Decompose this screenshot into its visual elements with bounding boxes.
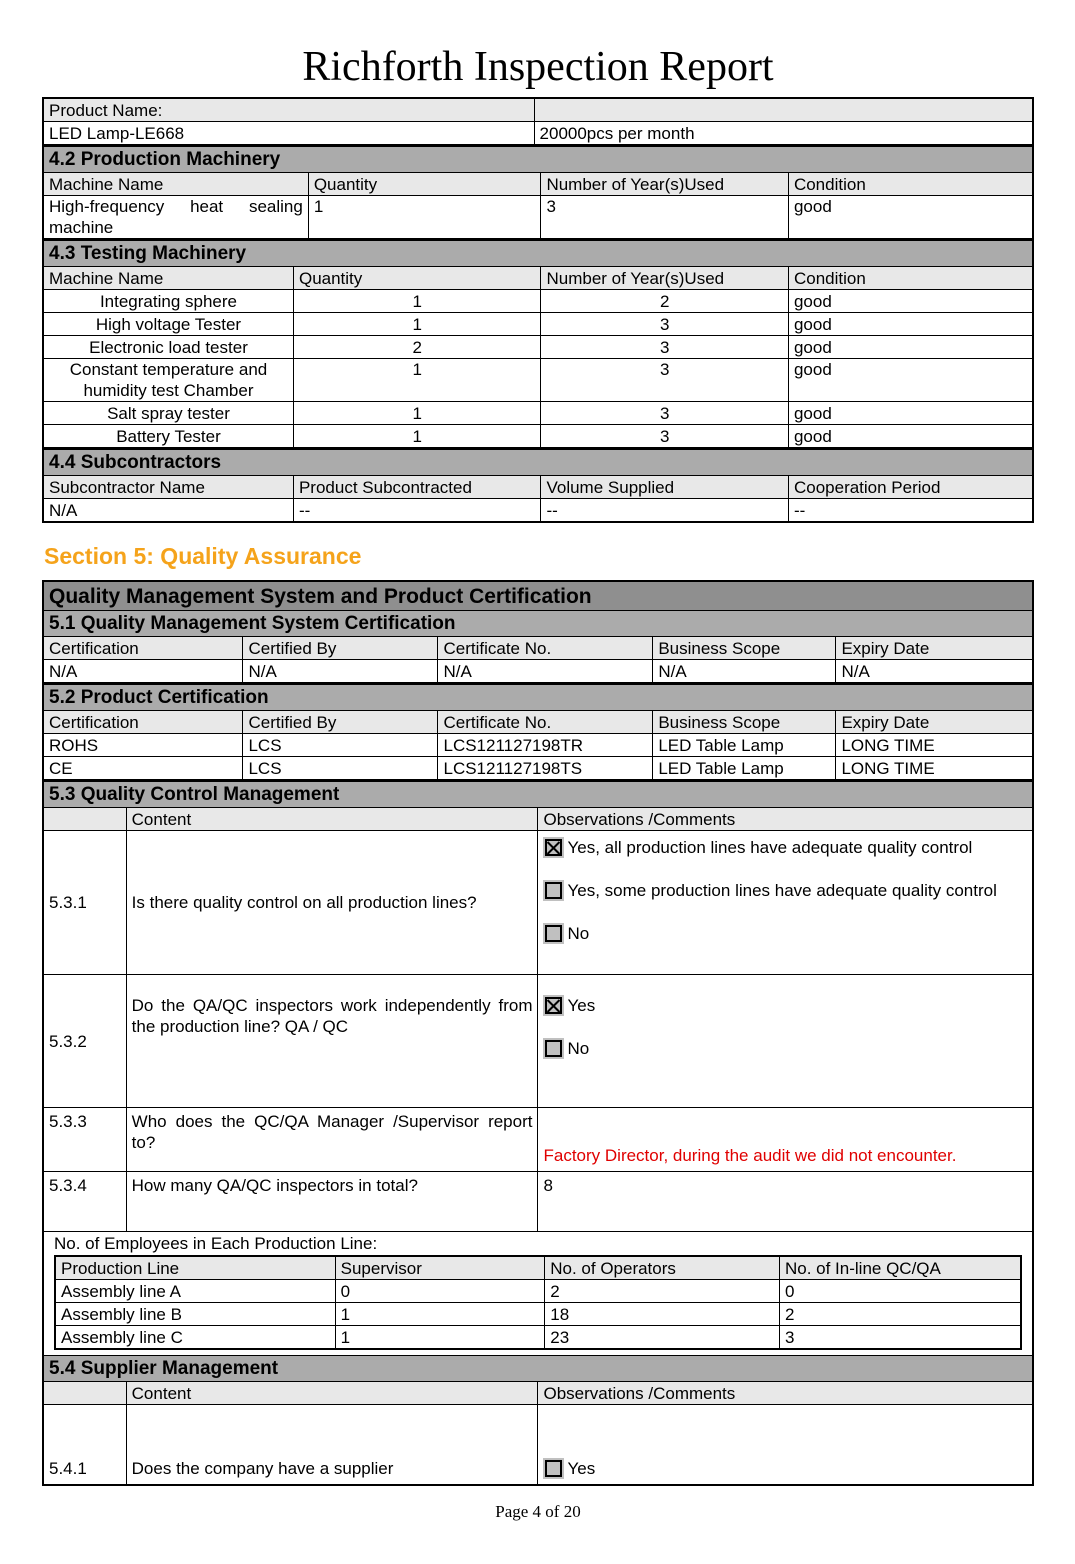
option-label: Yes xyxy=(567,1459,596,1478)
report-page xyxy=(0,44,1075,1552)
item-answer: Factory Director, during the audit we did not encounter. xyxy=(538,1108,1033,1172)
subcontractors-table xyxy=(42,448,1034,523)
table-row xyxy=(55,1326,1021,1350)
item-observations xyxy=(538,1405,1033,1486)
item-question: Who does the QC/QA Manager /Supervisor report to? xyxy=(126,1108,538,1172)
supervisor-cell: 1 xyxy=(335,1303,545,1326)
option-row xyxy=(543,1038,1027,1059)
table-header-row xyxy=(55,1256,1021,1280)
item-id: 5.3.3 xyxy=(43,1108,126,1172)
certificate-no-cell: LCS121127198TR xyxy=(438,734,653,757)
item-question: How many QA/QC inspectors in total? xyxy=(126,1172,538,1232)
column-header: Certified By xyxy=(243,711,438,734)
table-header-row xyxy=(43,808,1033,831)
table-row xyxy=(43,122,1033,146)
employees-section-row xyxy=(43,1232,1033,1356)
expiry-date-cell: LONG TIME xyxy=(836,734,1033,757)
column-header: Expiry Date xyxy=(836,637,1033,660)
employees-label: No. of Employees in Each Production Line: xyxy=(54,1234,378,1253)
quantity-cell: 1 xyxy=(308,196,541,240)
certified-by-cell: LCS xyxy=(243,734,438,757)
option-row xyxy=(543,880,1027,901)
item-id: 5.3.2 xyxy=(43,975,126,1108)
condition-cell: good xyxy=(788,402,1033,425)
operators-cell: 18 xyxy=(545,1303,780,1326)
empty-cell xyxy=(43,1382,126,1405)
table-header-row xyxy=(43,711,1033,734)
table-row xyxy=(43,425,1033,449)
table-row xyxy=(43,359,1033,402)
condition-cell: good xyxy=(788,196,1033,240)
inline-qc-cell: 2 xyxy=(779,1303,1021,1326)
machine-name-cell: Integrating sphere xyxy=(43,290,293,313)
production-line-cell: Assembly line B xyxy=(55,1303,335,1326)
column-header: Certificate No. xyxy=(438,711,653,734)
table-header-row xyxy=(43,476,1033,499)
quantity-cell: 2 xyxy=(293,336,541,359)
production-machinery-table xyxy=(42,145,1034,240)
item-question: Do the QA/QC inspectors work independently from the production line? QA / QC xyxy=(126,975,538,1108)
checkbox-icon[interactable] xyxy=(543,923,564,944)
item-answer: 8 xyxy=(538,1172,1033,1232)
option-row xyxy=(543,837,1027,858)
empty-cell xyxy=(43,808,126,831)
column-header: Number of Year(s)Used xyxy=(541,173,789,196)
employees-section-cell xyxy=(43,1232,1033,1356)
column-header: Certificate No. xyxy=(438,637,653,660)
certification-cell: N/A xyxy=(43,660,243,684)
certificate-no-cell: LCS121127198TS xyxy=(438,757,653,781)
employees-table xyxy=(54,1255,1022,1350)
certified-by-cell: LCS xyxy=(243,757,438,781)
checkbox-icon[interactable] xyxy=(543,837,564,858)
option-row xyxy=(543,923,1027,944)
item-id: 5.3.4 xyxy=(43,1172,126,1232)
column-header: Machine Name xyxy=(43,173,308,196)
section-band xyxy=(43,611,1033,637)
supervisor-cell: 0 xyxy=(335,1280,545,1303)
condition-cell: good xyxy=(788,359,1033,402)
section-band-42: 4.2 Production Machinery xyxy=(43,146,1033,173)
business-scope-cell: LED Table Lamp xyxy=(653,734,836,757)
cooperation-period-cell: -- xyxy=(788,499,1033,523)
column-header: Expiry Date xyxy=(836,711,1033,734)
operators-cell: 2 xyxy=(545,1280,780,1303)
content-column-header: Content xyxy=(126,1382,538,1405)
years-cell: 3 xyxy=(541,196,789,240)
quantity-cell: 1 xyxy=(293,425,541,449)
section-band-53: 5.3 Quality Control Management xyxy=(43,781,1033,808)
column-header: Cooperation Period xyxy=(788,476,1033,499)
machine-name-cell: High voltage Tester xyxy=(43,313,293,336)
certification-cell: ROHS xyxy=(43,734,243,757)
checkbox-icon[interactable] xyxy=(543,995,564,1016)
column-header: Certification xyxy=(43,637,243,660)
table-header-row xyxy=(43,173,1033,196)
option-label: No xyxy=(567,924,590,943)
quantity-cell: 1 xyxy=(293,290,541,313)
business-scope-cell: LED Table Lamp xyxy=(653,757,836,781)
supervisor-cell: 1 xyxy=(335,1326,545,1350)
qms-certification-table xyxy=(42,580,1034,684)
qc-item-row xyxy=(43,1405,1033,1486)
column-header: Condition xyxy=(788,173,1033,196)
volume-supplied-cell: -- xyxy=(541,499,789,523)
column-header: Certified By xyxy=(243,637,438,660)
quantity-cell: 1 xyxy=(293,313,541,336)
section-band-51: 5.1 Quality Management System Certification xyxy=(43,611,1033,637)
condition-cell: good xyxy=(788,290,1033,313)
table-row xyxy=(43,402,1033,425)
quality-control-table xyxy=(42,780,1034,1486)
section-band xyxy=(43,449,1033,476)
years-cell: 3 xyxy=(541,336,789,359)
product-info-table xyxy=(42,97,1034,146)
option-label: Yes, all production lines have adequate quality control xyxy=(567,838,973,857)
column-header: Business Scope xyxy=(653,637,836,660)
option-row xyxy=(543,995,1027,1016)
column-header: Product Subcontracted xyxy=(293,476,541,499)
column-header: Certification xyxy=(43,711,243,734)
qc-item-row xyxy=(43,831,1033,975)
section-band xyxy=(43,781,1033,808)
certified-by-cell: N/A xyxy=(243,660,438,684)
table-header-row xyxy=(43,637,1033,660)
observations-column-header: Observations /Comments xyxy=(538,1382,1033,1405)
section-band-43: 4.3 Testing Machinery xyxy=(43,240,1033,267)
years-cell: 3 xyxy=(541,313,789,336)
column-header: Subcontractor Name xyxy=(43,476,293,499)
product-subcontracted-cell: -- xyxy=(293,499,541,523)
inline-qc-cell: 0 xyxy=(779,1280,1021,1303)
expiry-date-cell: LONG TIME xyxy=(836,757,1033,781)
table-header-row xyxy=(43,1382,1033,1405)
section-band-44: 4.4 Subcontractors xyxy=(43,449,1033,476)
product-name-label: Product Name: xyxy=(43,98,534,122)
column-header: Volume Supplied xyxy=(541,476,789,499)
item-id: 5.3.1 xyxy=(43,831,126,975)
column-header: Quantity xyxy=(308,173,541,196)
page-title: Richforth Inspection Report xyxy=(302,44,774,90)
column-header: No. of Operators xyxy=(545,1256,780,1280)
observations-column-header: Observations /Comments xyxy=(538,808,1033,831)
business-scope-cell: N/A xyxy=(653,660,836,684)
production-line-cell: Assembly line C xyxy=(55,1326,335,1350)
item-question: Does the company have a supplier xyxy=(126,1405,538,1486)
expiry-date-cell: N/A xyxy=(836,660,1033,684)
capacity-value: 20000pcs per month xyxy=(534,122,1033,146)
table-row xyxy=(43,757,1033,781)
years-cell: 2 xyxy=(541,290,789,313)
section-band xyxy=(43,146,1033,173)
item-observations xyxy=(538,975,1033,1108)
table-row xyxy=(55,1303,1021,1326)
quantity-cell: 1 xyxy=(293,402,541,425)
testing-machinery-table xyxy=(42,239,1034,449)
section-band xyxy=(43,240,1033,267)
table-row xyxy=(43,196,1033,240)
table-row xyxy=(55,1280,1021,1303)
section-band-54: 5.4 Supplier Management xyxy=(43,1356,1033,1382)
certificate-no-cell: N/A xyxy=(438,660,653,684)
product-name-value: LED Lamp-LE668 xyxy=(43,122,534,146)
column-header: Number of Year(s)Used xyxy=(541,267,789,290)
condition-cell: good xyxy=(788,425,1033,449)
content-column-header: Content xyxy=(126,808,538,831)
checkbox-icon[interactable] xyxy=(543,880,564,901)
subcontractor-name-cell: N/A xyxy=(43,499,293,523)
option-row xyxy=(543,1458,1027,1479)
years-cell: 3 xyxy=(541,402,789,425)
section-banner xyxy=(43,581,1033,611)
page-number: Page 4 of 20 xyxy=(495,1502,581,1521)
option-label: Yes xyxy=(567,996,596,1015)
table-row xyxy=(43,734,1033,757)
column-header: Supervisor xyxy=(335,1256,545,1280)
machine-name-cell: Constant temperature and humidity test Chamber xyxy=(43,359,293,402)
table-row xyxy=(43,98,1033,122)
condition-cell: good xyxy=(788,336,1033,359)
option-label: No xyxy=(567,1039,590,1058)
machine-name-cell: Electronic load tester xyxy=(43,336,293,359)
qc-item-row xyxy=(43,1172,1033,1232)
quality-banner: Quality Management System and Product Certification xyxy=(43,581,1033,611)
machine-name-cell: High-frequency heat sealing machine xyxy=(43,196,308,240)
condition-cell: good xyxy=(788,313,1033,336)
table-row xyxy=(43,290,1033,313)
qc-item-row xyxy=(43,975,1033,1108)
table-row xyxy=(43,499,1033,523)
column-header: Condition xyxy=(788,267,1033,290)
empty-cell xyxy=(534,98,1033,122)
column-header: Quantity xyxy=(293,267,541,290)
x-mark-icon xyxy=(547,999,560,1012)
item-observations xyxy=(538,831,1033,975)
certification-cell: CE xyxy=(43,757,243,781)
checkbox-icon[interactable] xyxy=(543,1458,564,1479)
years-cell: 3 xyxy=(541,425,789,449)
section-band-52: 5.2 Product Certification xyxy=(43,684,1033,711)
qc-item-row xyxy=(43,1108,1033,1172)
production-line-cell: Assembly line A xyxy=(55,1280,335,1303)
column-header: Production Line xyxy=(55,1256,335,1280)
table-row xyxy=(43,660,1033,684)
item-question: Is there quality control on all production lines? xyxy=(126,831,538,975)
table-row xyxy=(43,336,1033,359)
column-header: Machine Name xyxy=(43,267,293,290)
table-header-row xyxy=(43,267,1033,290)
x-mark-icon xyxy=(547,841,560,854)
column-header: No. of In-line QC/QA xyxy=(779,1256,1021,1280)
option-label: Yes, some production lines have adequate quality control xyxy=(567,881,997,900)
quantity-cell: 1 xyxy=(293,359,541,402)
section-5-heading: Section 5: Quality Assurance xyxy=(44,543,362,569)
years-cell: 3 xyxy=(541,359,789,402)
checkbox-icon[interactable] xyxy=(543,1038,564,1059)
machine-name-cell: Battery Tester xyxy=(43,425,293,449)
section-band xyxy=(43,1356,1033,1382)
section-band xyxy=(43,684,1033,711)
inline-qc-cell: 3 xyxy=(779,1326,1021,1350)
column-header: Business Scope xyxy=(653,711,836,734)
machine-name-cell: Salt spray tester xyxy=(43,402,293,425)
item-id: 5.4.1 xyxy=(43,1405,126,1486)
table-row xyxy=(43,313,1033,336)
product-certification-table xyxy=(42,683,1034,781)
operators-cell: 23 xyxy=(545,1326,780,1350)
